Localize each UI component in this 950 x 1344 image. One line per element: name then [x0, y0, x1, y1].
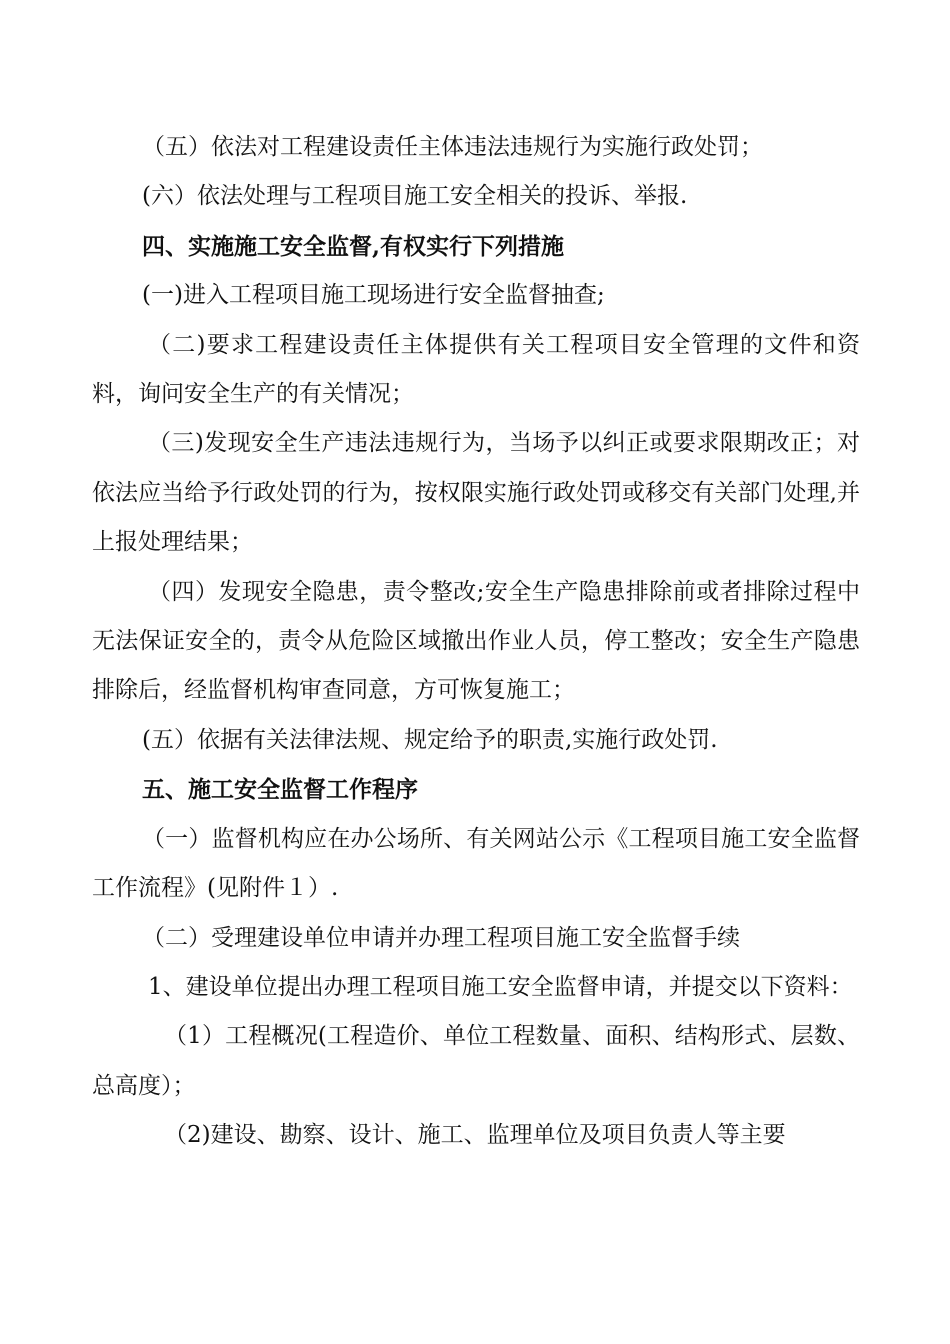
- paragraph-measure-2: （二)要求工程建设责任主体提供有关工程项目安全管理的文件和资料，询问安全生产的有关情况；: [92, 331, 860, 408]
- paragraph-measure-4: （四）发现安全隐患，责令整改;安全生产隐患排除前或者排除过程中无法保证安全的，责令从危险区域撤出作业人员，停工整改；安全生产隐患排除后，经监督机构审查同意，方可恢复施工；: [92, 578, 860, 704]
- section-heading-4: 四、实施施工安全监督,有权实行下列措施: [142, 232, 565, 260]
- paragraph-item-6-duty: (六）依法处理与工程项目施工安全相关的投诉、举报.: [142, 183, 688, 210]
- paragraph-item-5-duty: （五）依法对工程建设责任主体违法违规行为实施行政处罚；: [142, 134, 763, 160]
- paragraph-measure-3: （三)发现安全生产违法违规行为，当场予以纠正或要求限期改正；对依法应当给予行政处罚的行为，按权限实施行政处罚或移交有关部门处理,并上报处理结果；: [92, 430, 860, 556]
- paragraph-material-2: （2)建设、勘察、设计、施工、监理单位及项目负责人等主要: [164, 1122, 786, 1149]
- paragraph-procedure-1: （一）监督机构应在办公场所、有关网站公示《工程项目施工安全监督工作流程》(见附件１）.: [92, 825, 860, 902]
- section-heading-5: 五、施工安全监督工作程序: [142, 776, 418, 804]
- paragraph-measure-5: (五）依据有关法律法规、规定给予的职责,实施行政处罚.: [142, 726, 718, 753]
- paragraph-procedure-2-1: 1、建设单位提出办理工程项目施工安全监督申请，并提交以下资料：: [148, 973, 853, 1000]
- paragraph-procedure-2: （二）受理建设单位申请并办理工程项目施工安全监督手续: [142, 924, 740, 951]
- document-page: [92, 123, 860, 1161]
- paragraph-material-1: （1）工程概况(工程造价、单位工程数量、面积、结构形式、层数、总高度）；: [92, 1023, 860, 1099]
- paragraph-measure-1: (一)进入工程项目施工现场进行安全监督抽查;: [142, 282, 605, 309]
